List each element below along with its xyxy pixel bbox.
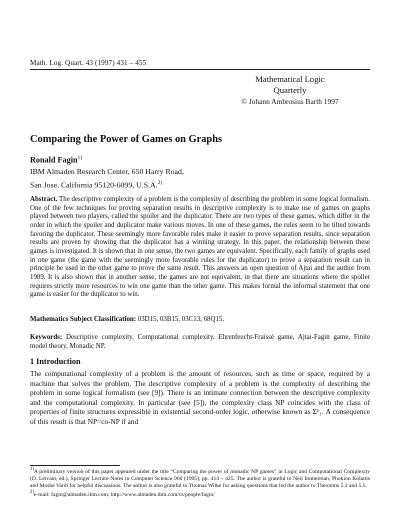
journal-name-line2: Quarterly <box>273 85 307 95</box>
footnote-1-text: A preliminary version of this paper appeared under the title “Comparing the power of monadic NP games” in Logic and Computational Complexity (D. Leivant, ed.), Springer Lecture Notes in Computer Science 960 (1995), pp. 414 – 425. The author is grateful to Neil Immerman, Phokion Kolaitis and Moshe Vardi for helpful discussions. The author is also grateful to Thomas Wilke for asking questions that led the author to Theorems 5.3 and 5.5. <box>30 468 370 489</box>
footnote-1-mark: 1) <box>30 467 34 472</box>
paper-title: Comparing the Power of Games on Graphs <box>30 134 223 145</box>
copyright-notice: © Johann Ambrosius Barth 1997 <box>241 97 339 106</box>
author-name: Ronald Fagin <box>30 155 78 165</box>
section-heading: 1 Introduction <box>30 357 81 366</box>
abstract-label: Abstract. <box>30 196 58 203</box>
affiliation-footnote-mark: 2) <box>157 179 163 186</box>
affiliation-line2: San Jose, California 95120-6099, U.S.A. <box>30 180 158 190</box>
author-line <box>30 155 82 165</box>
msc-codes: 03D15, 03B15, 03C13, 68Q15. <box>137 316 225 323</box>
author-footnote-mark: 1) <box>77 155 83 161</box>
journal-masthead <box>210 74 370 107</box>
keywords-label: Keywords: <box>30 334 63 341</box>
footnote-2 <box>30 490 370 499</box>
footnote-rule <box>30 465 120 466</box>
journal-citation: Math. Log. Quart. 43 (1997) 431 – 455 <box>30 59 147 67</box>
introduction-text: The computational complexity of a problem is the amount of resources, such as time or space, required by a machine that solves the problem. The descriptive complexity of a problem is the complexity of describing the problem in some logical formalism (see [9]). There is an intimate connection between the descriptive complexity and the computational complexity. In particular (see [5]), the complexity class NP coincides with the class of properties of finite structures expressible in existential second-order logic, otherwise known as Σ¹₁. A consequence of this result is that NP=co-NP if and <box>30 369 370 426</box>
msc-label: Mathematics Subject Classification: <box>30 316 137 323</box>
footnote-2-mark: 2) <box>30 489 34 495</box>
footnote-1 <box>30 467 370 490</box>
affiliation-line2-wrap <box>30 178 370 191</box>
subject-classification <box>30 316 370 323</box>
affiliation <box>30 167 370 191</box>
keywords-text: Descriptive complexity, Computational complexity, Ehrenfeucht-Fraïssé game, Ajtai-Fagin game, Finite model theory, Monadic NP. <box>30 334 370 350</box>
keywords <box>30 334 370 351</box>
abstract-text: The descriptive complexity of a problem is the complexity of describing the problem in some logical formalism. One of the few techniques for proving separation results in descriptive complexity is to make use of games on graphs played between two players, called the spoiler and the duplicator. There are two types of these games, which differ in the order in which the spoiler and duplicator make various moves. In one of these games, the rules seem to be tilted towards favoring the duplicator. These seemingly more favorable rules make it easier to prove separation results, since separation results are proven by showing that the duplicator has a winning strategy. In this paper, the relationship between these games is investigated. It is shown that in one sense, the two games are equivalent. Specifically, each family of graphs used in one game (the game with the seemingly more favorable rules for the duplicator) to prove a separation result can in principle be used in the other game to prove the same result. This answers an open question of Ajtai and the author from 1989. It is also shown that in another sense, the games are not equivalent, in that there are situations where the spoiler requires strictly more resources to win one game than the other game. This makes formal the informal statement that one game is easier for the duplicator to win. <box>30 196 370 299</box>
affiliation-line1: IBM Almaden Research Center, 650 Harry Road, <box>30 167 184 176</box>
footnote-2-text: e-mail: fagin@almaden.ibm.com; http://www.almaden.ibm.com/cs/people/fagin/ <box>33 491 215 498</box>
header-rule <box>30 69 370 70</box>
footnotes <box>30 467 370 498</box>
abstract <box>30 196 370 300</box>
journal-name-line1: Mathematical Logic <box>255 74 325 84</box>
